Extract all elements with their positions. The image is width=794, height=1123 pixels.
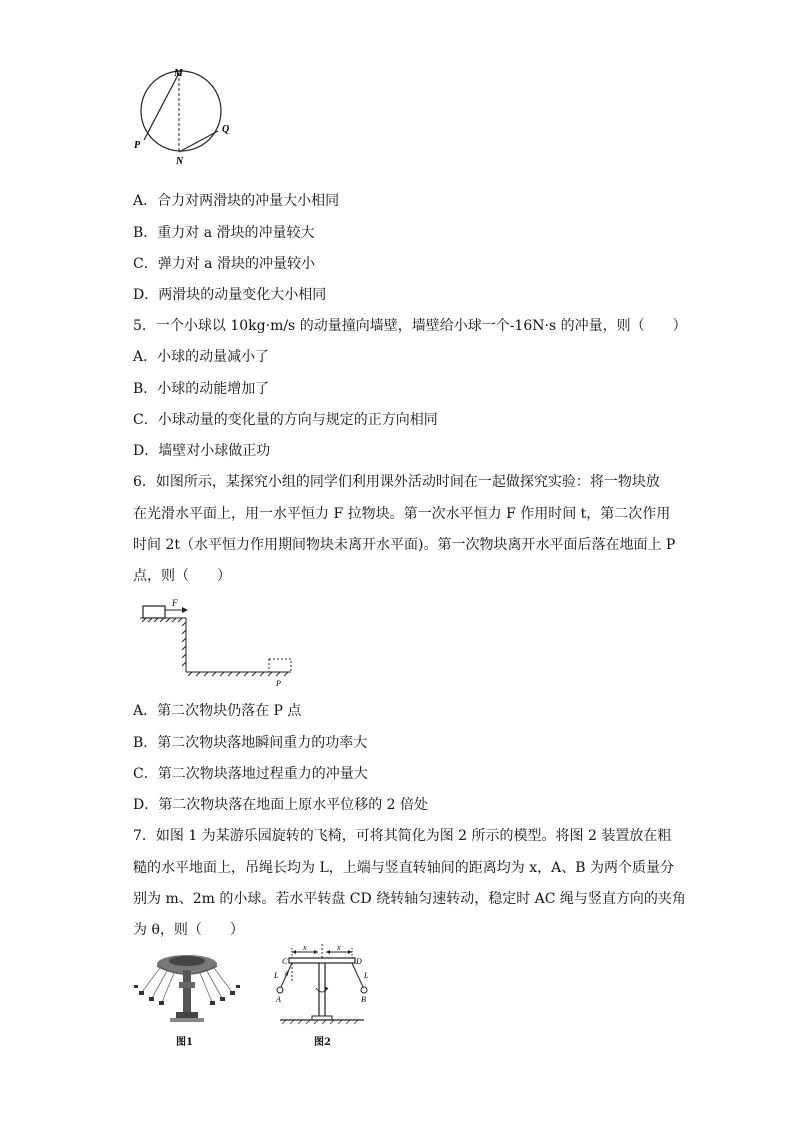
q6-option-c: C．第二次物块落地过程重力的冲量大: [133, 766, 368, 782]
q7-stem-line-1: 7．如图 1 为某游乐园旋转的飞椅，可将其简化为图 2 所示的模型。将图 2 装置放在粗: [133, 828, 672, 844]
label-q: Q: [222, 124, 230, 135]
label-m: M: [174, 68, 183, 79]
q7-stem-line-3: 别为 m、2m 的小球。若水平转盘 CD 绕转轴匀速转动，稳定时 AC 绳与竖直方向的夹角: [133, 891, 686, 907]
dim-x-left: x: [303, 944, 307, 952]
q4-option-b: B．重力对 a 滑块的冲量较大: [133, 225, 315, 241]
label-l-left: L: [274, 971, 279, 980]
q5-option-b: B．小球的动能增加了: [133, 381, 270, 397]
label-d: D: [356, 957, 362, 966]
q6-option-b: B．第二次物块落地瞬间重力的功率大: [133, 735, 368, 751]
figure2-caption: 图2: [314, 1037, 331, 1048]
label-p: P: [134, 140, 141, 151]
q4-option-d: D．两滑块的动量变化大小相同: [133, 287, 327, 303]
label-l-right: L: [364, 971, 369, 980]
q5-option-a: A．小球的动量减小了: [133, 349, 270, 365]
rotating-model-figure: [272, 944, 382, 1028]
q6-option-a: A．第二次物块仍落在 P 点: [133, 703, 302, 719]
q5-stem: 5．一个小球以 10kg·m/s 的动量撞向墙壁，墙壁给小球一个-16N·s 的冲量，则（ ）: [133, 318, 687, 334]
label-c: C: [282, 957, 288, 966]
flying-chair-photo: [132, 952, 242, 1030]
circle-chord-figure: [130, 66, 240, 166]
q5-option-c: C．小球动量的变化量的方向与规定的正方向相同: [133, 412, 438, 428]
dim-x-right: x: [337, 944, 341, 952]
q7-stem-line-4: 为 θ，则（ ）: [133, 922, 244, 938]
figure1-caption: 图1: [176, 1037, 193, 1048]
q6-option-d: D．第二次物块落在地面上原水平位移的 2 倍处: [133, 797, 429, 813]
point-p-label: P: [276, 679, 281, 688]
q4-option-a: A．合力对两滑块的冲量大小相同: [133, 193, 340, 209]
q4-option-c: C．弹力对 a 滑块的冲量较小: [133, 256, 315, 272]
q6-stem-line-3: 时间 2t（水平恒力作用期间物块未离开水平面)。第一次物块离开水平面后落在地面上 P: [133, 537, 676, 553]
label-n: N: [176, 156, 184, 166]
block-platform-figure: [136, 596, 306, 690]
q6-stem-line-2: 在光滑水平面上，用一水平恒力 F 拉物块。第一次水平恒力 F 作用时间 t，第二次作用: [133, 506, 671, 522]
label-b: B: [361, 995, 366, 1004]
q7-stem-line-2: 糙的水平地面上，吊绳长均为 L，上端与竖直转轴间的距离均为 x，A、B 为两个质量分: [133, 860, 674, 876]
q6-stem-line-4: 点，则（ ）: [133, 568, 231, 584]
q5-option-d: D．墙壁对小球做正功: [133, 443, 271, 459]
label-a: A: [276, 995, 281, 1004]
q6-stem-line-1: 6．如图所示，某探究小组的同学们利用课外活动时间在一起做探究实验：将一物块放: [133, 474, 660, 490]
force-label: F: [172, 598, 178, 608]
label-theta: θ: [285, 970, 289, 978]
